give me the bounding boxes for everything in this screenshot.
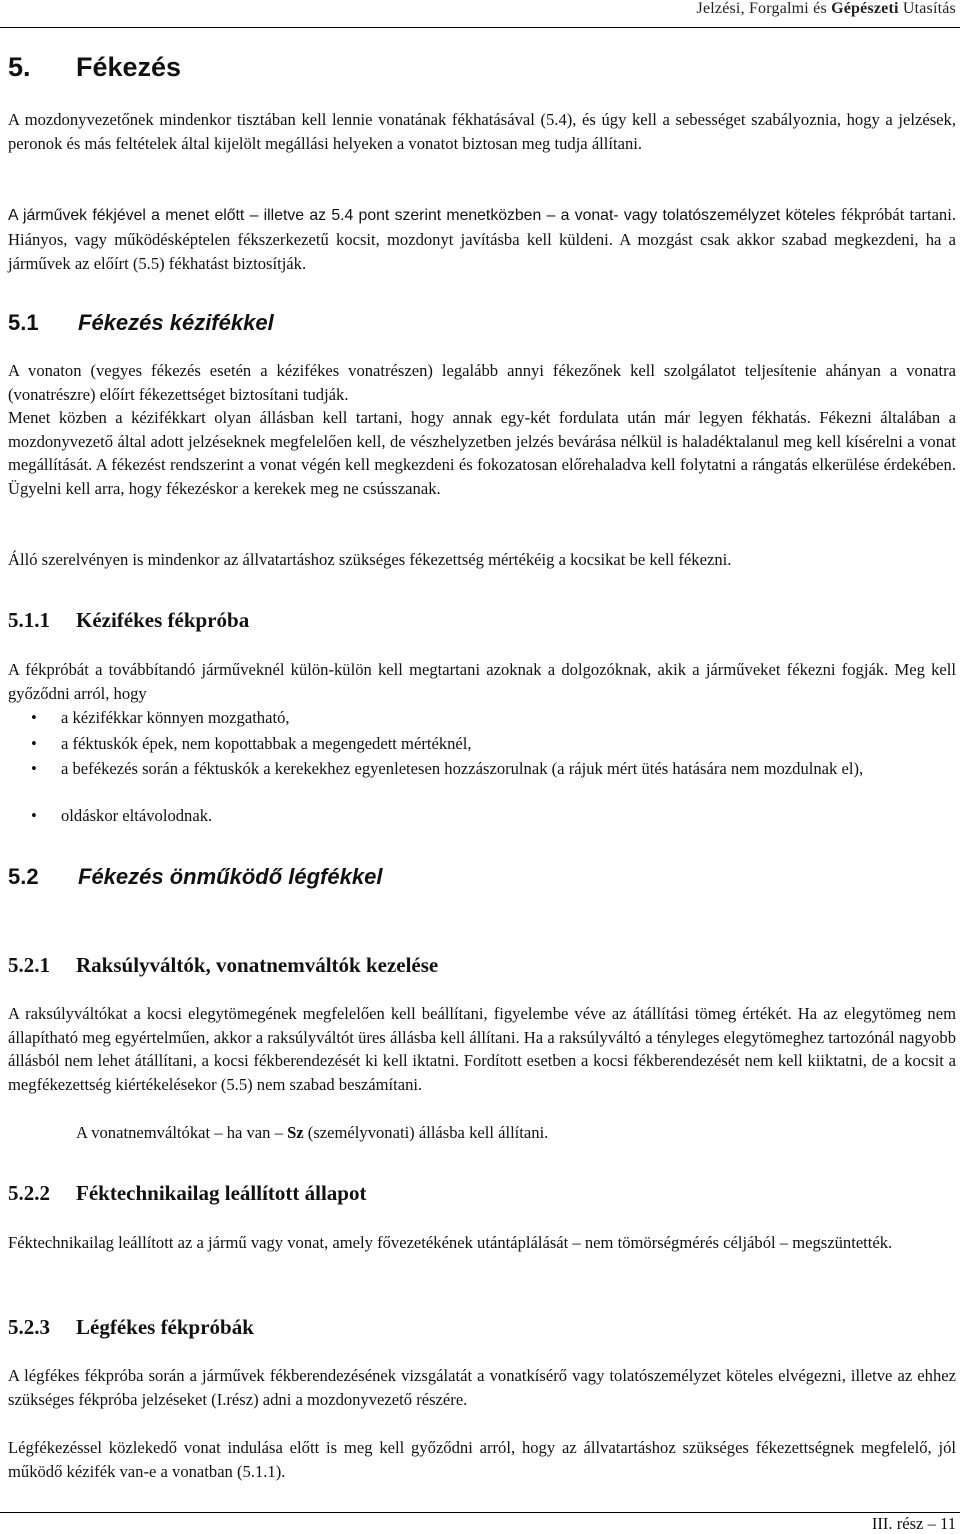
header-rule (0, 27, 960, 28)
heading-5-1: 5.1 Fékezés kézifékkel (8, 310, 274, 335)
bullet-icon: • (31, 708, 37, 727)
paragraph-5-2-1-a: A raksúlyváltókat a kocsi elegytömegének megfelelően kell beállítani, figyelembe véve az átállítási tömeg értékét. Ha az elegytömeg nem állapítható meg egyértelműen, akkor a raksúlyváltót üres állásba kell állítani. Ha a raksúlyváltó a tényleges elegytömeghez tartozónál nagyobb állásból nem lehet átállítani, a kocsi fékberendezését ki kell iktatni. Fordított esetben a kocsi fékberendezését nem kell kiiktatni, de a kocsit a megfékezettség kiértékelésekor (5.5) nem szabad beszámítani. (8, 1004, 956, 1094)
bullet-icon: • (31, 759, 37, 778)
paragraph-5-2-3-b: Légfékezéssel közlekedő vonat indulása előtt is meg kell győződni arról, hogy az állvatartáshoz szükséges fékezettségnek megfelelő, jól működő kézifék van-e a vonatban (5.1.1). (8, 1438, 956, 1481)
heading-5: 5. Fékezés (8, 52, 182, 82)
paragraph-5-1-1: A fékpróbát a továbbítandó járműveknél külön-külön kell megtartani azoknak a dolgozóknak, akik a járműveket fékezni fogják. Meg kell győződni arról, hogy (8, 660, 956, 703)
paragraph-5-2: A járművek fékjével a menet előtt – illetve az 5.4 pont szerint menetközben – a vonat- vagy tolatószemélyzet köteles fékpróbát tartani. Hiányos, vagy működésképtelen fékszerkezetű kocsit, mozdonyt javításba kell küldeni. A mozgást csak akkor szabad megkezdeni, ha a járművek az előírt (5.5) fékhatást biztosítják. (8, 205, 956, 273)
heading-5-2-3: 5.2.3 Légfékes fékpróbák (8, 1315, 254, 1339)
paragraph-5-1: A mozdonyvezetőnek mindenkor tisztában kell lennie vonatának fékhatásával (5.4), és úgy kell a sebességet szabályoznia, hogy a jelzések, peronok és más feltételek által kijelölt megállási helyeken a vonatot biztosan meg tudja állítani. (8, 110, 956, 153)
paragraph-5-1-a: A vonaton (vegyes fékezés esetén a kézifékes vonatrészen) legalább annyi fékezőnek kell szolgálatot teljesítenie ahányan a vonatra (vonatrészre) előírt fékezettséget biztosítani tudják. (8, 361, 956, 404)
header-title: Jelzési, Forgalmi és Gépészeti Utasítás (696, 0, 956, 17)
paragraph-5-2-3-a: A légfékes fékpróba során a járművek fékberendezésének vizsgálatát a vonatkísérő vagy tolatószemélyzet köteles elvégezni, illetve az ehhez szükséges fékpróba jelzéseket (I.rész) adni a mozdonyvezető részére. (8, 1366, 956, 1409)
bullet-icon: • (31, 806, 37, 825)
bullet-icon: • (31, 734, 37, 753)
paragraph-5-2-2: Féktechnikailag leállított az a jármű vagy vonat, amely fővezetékének utántáplálását – nem tömörségmérés céljából – megszüntették. (8, 1233, 893, 1252)
heading-5-2-2: 5.2.2 Féktechnikailag leállított állapot (8, 1181, 367, 1205)
paragraph-5-1-c: Álló szerelvényen is mindenkor az állvatartáshoz szükséges fékezettség mértékéig a kocsikat be kell fékezni. (8, 550, 732, 569)
footer-rule (0, 1512, 960, 1513)
heading-5-1-1: 5.1.1 Kézifékes fékpróba (8, 608, 250, 632)
heading-5-2: 5.2 Fékezés önműködő légfékkel (8, 864, 383, 889)
paragraph-5-2-1-b: A vonatnemváltókat – ha van – Sz (személyvonati) állásba kell állítani. (76, 1123, 549, 1142)
paragraph-5-1-b: Menet közben a kézifékkart olyan állásban kell tartani, hogy annak egy-két fordulata után már legyen fékhatás. Fékezni általában a mozdonyvezető által adott jelzéseknek megfelelően kell, de vészhelyzetben jelzés bevárása nélkül is haladéktalanul meg kell kísérelni a vonat megállítását. A fékezést rendszerint a vonat végén kell megkezdeni és fokozatosan előrehaladva kell folytatni a rángatás elkerülése érdekében. Ügyelni kell arra, hogy fékezéskor a kerekek meg ne csússzanak. (8, 408, 956, 498)
page-number: III. rész – 11 (871, 1514, 956, 1533)
heading-5-2-1: 5.2.1 Raksúlyváltók, vonatnemváltók kezelése (8, 953, 439, 977)
